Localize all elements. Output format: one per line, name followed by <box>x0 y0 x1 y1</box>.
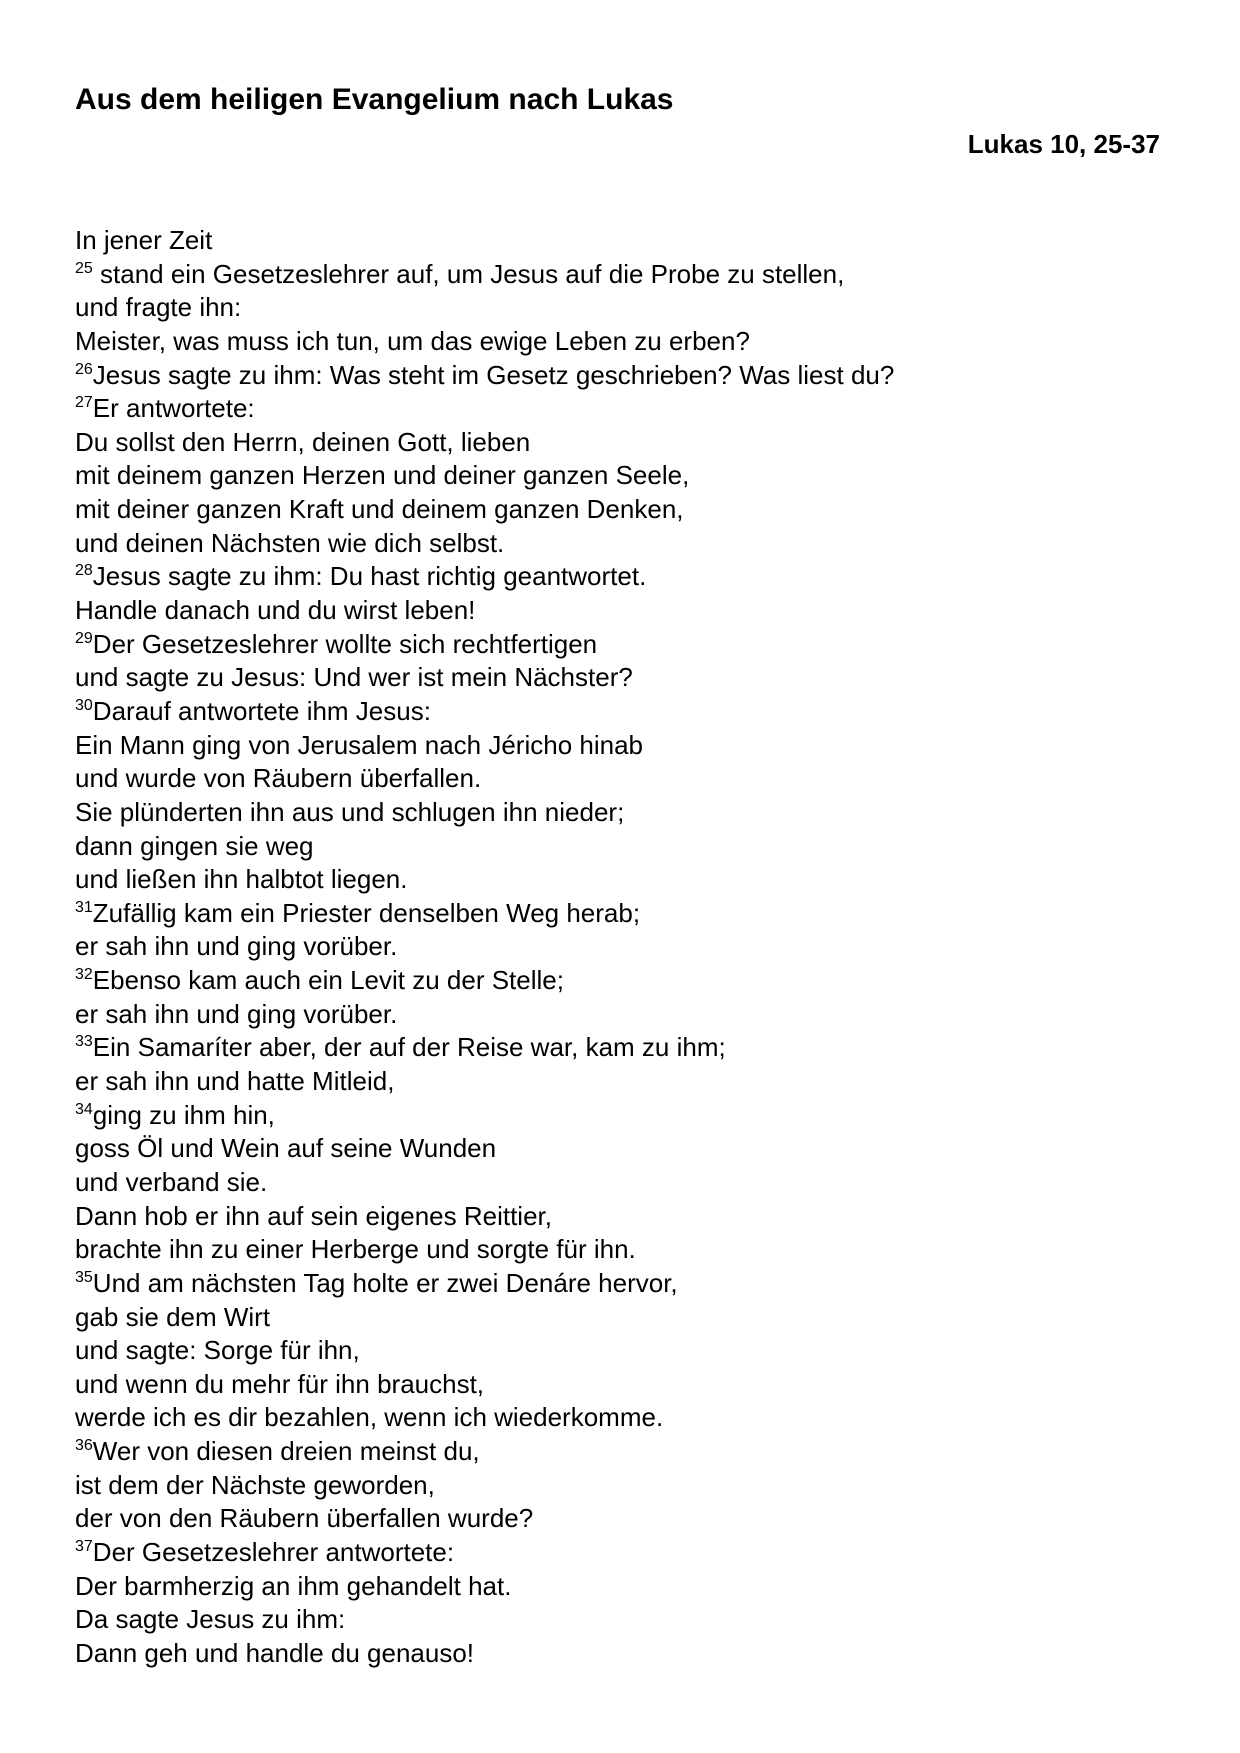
scripture-reference: Lukas 10, 25-37 <box>967 129 1160 159</box>
text-line <box>75 1469 1165 1503</box>
verse-text: Handle danach und du wirst leben! <box>75 595 476 626</box>
verse-number: 30 <box>75 696 93 714</box>
verse-text: brachte ihn zu einer Herberge und sorgte für ihn. <box>75 1234 636 1265</box>
verse-text: und verband sie. <box>75 1166 268 1197</box>
verse-text: Zufällig kam ein Priester denselben Weg herab; <box>92 897 641 928</box>
verse-text: und sagte zu Jesus: Und wer ist mein Nächster? <box>75 662 633 693</box>
verse-text: Der Gesetzeslehrer wollte sich rechtfertigen <box>92 628 598 659</box>
verse-text: Dann hob er ihn auf sein eigenes Reittier, <box>75 1200 552 1231</box>
text-line <box>75 1233 1165 1267</box>
text-line <box>75 594 1165 628</box>
verse-text: er sah ihn und ging vorüber. <box>75 931 398 962</box>
verse-text: goss Öl und Wein auf seine Wunden <box>75 1133 497 1164</box>
verse-text: Wer von diesen dreien meinst du, <box>92 1436 480 1467</box>
text-line <box>75 998 1165 1032</box>
verse-text: und deinen Nächsten wie dich selbst. <box>75 527 505 558</box>
text-line <box>75 1267 1165 1301</box>
verse-text: dann gingen sie weg <box>75 830 314 861</box>
verse-text: Jesus sagte zu ihm: Was steht im Gesetz geschrieben? Was liest du? <box>92 359 895 390</box>
text-line <box>75 1637 1165 1671</box>
verse-text: Ein Samaríter aber, der auf der Reise war, kam zu ihm; <box>92 1032 726 1063</box>
verse-text: Da sagte Jesus zu ihm: <box>75 1604 346 1635</box>
verse-text: ging zu ihm hin, <box>92 1099 275 1130</box>
verse-number: 35 <box>75 1268 93 1286</box>
verse-text: Sie plünderten ihn aus und schlugen ihn nieder; <box>75 796 625 827</box>
verse-text: Und am nächsten Tag holte er zwei Denáre hervor, <box>92 1267 678 1298</box>
text-line <box>75 729 1165 763</box>
text-line <box>75 359 1165 393</box>
text-line <box>75 1603 1165 1637</box>
verse-number: 34 <box>75 1100 93 1118</box>
verse-text: ist dem der Nächste geworden, <box>75 1469 435 1500</box>
verse-number: 28 <box>75 562 93 580</box>
text-line <box>75 695 1165 729</box>
text-line <box>75 1334 1165 1368</box>
text-line <box>75 796 1165 830</box>
text-line <box>75 1099 1165 1133</box>
verse-text: und wenn du mehr für ihn brauchst, <box>75 1368 485 1399</box>
text-line <box>75 1132 1165 1166</box>
text-line <box>75 1368 1165 1402</box>
text-line <box>75 325 1165 359</box>
verse-text: Du sollst den Herrn, deinen Gott, lieben <box>75 426 531 457</box>
verse-text: Der barmherzig an ihm gehandelt hat. <box>75 1570 512 1601</box>
verse-text: werde ich es dir bezahlen, wenn ich wiederkomme. <box>75 1402 664 1433</box>
text-line <box>75 628 1165 662</box>
verse-text: In jener Zeit <box>75 225 213 255</box>
verse-number: 37 <box>75 1537 93 1555</box>
verse-number: 29 <box>75 629 93 647</box>
verse-text: Dann geh und handle du genauso! <box>75 1637 475 1668</box>
text-line <box>75 560 1165 594</box>
verse-text: und ließen ihn halbtot liegen. <box>75 864 408 895</box>
text-line <box>75 1570 1165 1604</box>
text-line <box>75 1200 1165 1234</box>
verse-text: Meister, was muss ich tun, um das ewige Leben zu erben? <box>75 325 750 356</box>
verse-text: Jesus sagte zu ihm: Du hast richtig geantwortet. <box>92 561 647 592</box>
text-line <box>75 1536 1165 1570</box>
verse-text: Ein Mann ging von Jerusalem nach Jéricho hinab <box>75 729 644 760</box>
text-line <box>75 964 1165 998</box>
verse-text: Ebenso kam auch ein Levit zu der Stelle; <box>92 965 564 996</box>
text-line <box>75 1065 1165 1099</box>
text-line <box>75 527 1165 561</box>
verse-text: stand ein Gesetzeslehrer auf, um Jesus auf die Probe zu stellen, <box>92 258 845 289</box>
verse-number: 26 <box>75 360 93 378</box>
text-line <box>75 661 1165 695</box>
text-line <box>75 897 1165 931</box>
verse-text: und fragte ihn: <box>75 292 242 323</box>
verse-number: 33 <box>75 1033 93 1051</box>
verse-text: gab sie dem Wirt <box>75 1301 271 1332</box>
verse-text: er sah ihn und ging vorüber. <box>75 998 398 1029</box>
gospel-text <box>75 224 1165 1671</box>
text-line <box>75 1031 1165 1065</box>
verse-text: Darauf antwortete ihm Jesus: <box>92 695 431 726</box>
verse-number: 32 <box>75 966 93 984</box>
text-line <box>75 762 1165 796</box>
text-line <box>75 830 1165 864</box>
verse-text: mit deiner ganzen Kraft und deinem ganzen Denken, <box>75 494 684 525</box>
text-line <box>75 1301 1165 1335</box>
text-line <box>75 1166 1165 1200</box>
verse-text: Der Gesetzeslehrer antwortete: <box>92 1536 455 1567</box>
verse-number: 36 <box>75 1437 93 1455</box>
verse-text: der von den Räubern überfallen wurde? <box>75 1503 534 1534</box>
text-line <box>75 930 1165 964</box>
text-line <box>75 392 1165 426</box>
text-line <box>75 863 1165 897</box>
text-line <box>75 426 1165 460</box>
verse-number: 25 <box>75 259 93 277</box>
verse-text: und sagte: Sorge für ihn, <box>75 1335 360 1366</box>
verse-text: er sah ihn und hatte Mitleid, <box>75 1066 395 1097</box>
document-title: Aus dem heiligen Evangelium nach Lukas <box>75 83 674 116</box>
verse-text: und wurde von Räubern überfallen. <box>75 763 482 794</box>
text-line <box>75 1401 1165 1435</box>
text-line <box>75 1435 1165 1469</box>
verse-number: 31 <box>75 898 93 916</box>
text-line <box>75 224 1165 258</box>
text-line <box>75 291 1165 325</box>
text-line <box>75 493 1165 527</box>
verse-number: 27 <box>75 394 93 412</box>
text-line <box>75 1502 1165 1536</box>
text-line <box>75 459 1165 493</box>
verse-text: Er antwortete: <box>92 393 255 424</box>
text-line <box>75 258 1165 292</box>
verse-text: mit deinem ganzen Herzen und deiner ganzen Seele, <box>75 460 690 491</box>
